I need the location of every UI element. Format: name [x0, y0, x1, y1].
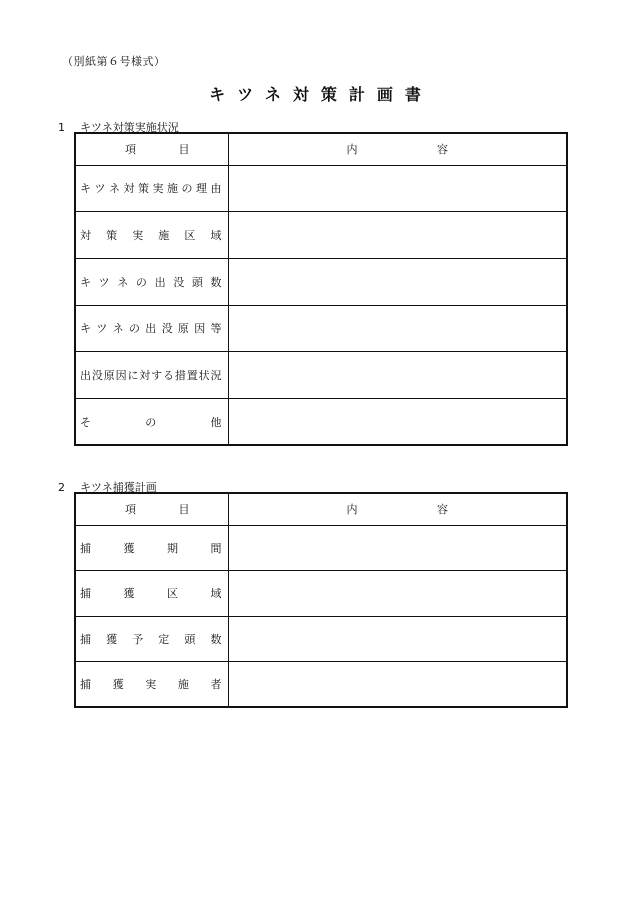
header-char: 目: [178, 143, 190, 157]
table-row: [75, 662, 567, 708]
row-content-field[interactable]: [228, 212, 567, 259]
row-item-label: [75, 398, 228, 445]
table-row: [75, 352, 567, 399]
column-header-item-label: [76, 141, 228, 157]
column-header-content-label: [229, 141, 567, 157]
column-header-item: [75, 133, 228, 165]
header-char: 容: [437, 143, 448, 157]
table-row: [75, 398, 567, 445]
row-item-label: [75, 662, 228, 708]
table-row: [75, 212, 567, 259]
table-header-row: [75, 493, 567, 525]
header-char: 容: [437, 503, 448, 517]
row-content-field[interactable]: [228, 165, 567, 212]
row-item-text: 捕 獲 区 域: [80, 587, 222, 601]
table-row: [75, 616, 567, 662]
section-1-title: キツネ対策実施状況: [80, 121, 179, 134]
row-item-label: [75, 212, 228, 259]
table-row: [75, 525, 567, 571]
row-item-label: [75, 616, 228, 662]
table-header-row: [75, 133, 567, 165]
row-content-field[interactable]: [228, 525, 567, 571]
row-content-field[interactable]: [228, 571, 567, 617]
table-row: [75, 305, 567, 352]
row-item-text: キ ツ ネ の 出 没 頭 数: [80, 275, 222, 289]
row-content-field[interactable]: [228, 258, 567, 305]
row-content-field[interactable]: [228, 305, 567, 352]
column-header-content: [228, 493, 567, 525]
header-char: 内: [346, 503, 358, 517]
header-char: 項: [125, 143, 136, 157]
table-row: [75, 165, 567, 212]
section-1-number: 1: [58, 121, 65, 134]
row-item-label: [75, 571, 228, 617]
row-content-field[interactable]: [228, 398, 567, 445]
row-item-label: [75, 352, 228, 399]
column-header-item-label: [76, 501, 228, 517]
column-header-item: [75, 493, 228, 525]
section-1-table: [74, 132, 568, 446]
row-item-text: キ ツ ネ の 出 没 原 因 等: [80, 322, 222, 336]
row-item-text: そ の 他: [80, 415, 222, 429]
header-char: 項: [125, 503, 136, 517]
row-item-text: 捕 獲 期 間: [80, 541, 222, 555]
section-2-table: [74, 492, 568, 708]
column-header-content-label: [229, 501, 567, 517]
table-row: [75, 258, 567, 305]
form-number-label: （別紙第６号様式）: [62, 55, 166, 68]
row-item-text: 捕 獲 予 定 頭 数: [80, 632, 222, 646]
table-row: [75, 571, 567, 617]
row-item-text: 捕 獲 実 施 者: [80, 678, 222, 691]
row-item-label: [75, 525, 228, 571]
header-char: 内: [346, 143, 358, 157]
row-item-label: [75, 305, 228, 352]
row-content-field[interactable]: [228, 352, 567, 399]
section-2-title: キツネ捕獲計画: [80, 481, 157, 494]
row-item-label: [75, 165, 228, 212]
row-item-text: キ ツ ネ 対 策 実 施 の 理 由: [80, 182, 222, 196]
row-content-field[interactable]: [228, 662, 567, 708]
row-item-text: 出 没 原 因 に 対 す る 措 置 状 況: [80, 369, 222, 383]
row-item-label: [75, 258, 228, 305]
document-title: キツネ対策計画書: [209, 85, 433, 104]
row-content-field[interactable]: [228, 616, 567, 662]
header-char: 目: [178, 503, 190, 517]
row-item-text: 対 策 実 施 区 域: [80, 229, 222, 243]
column-header-content: [228, 133, 567, 165]
section-2-number: 2: [58, 481, 65, 494]
